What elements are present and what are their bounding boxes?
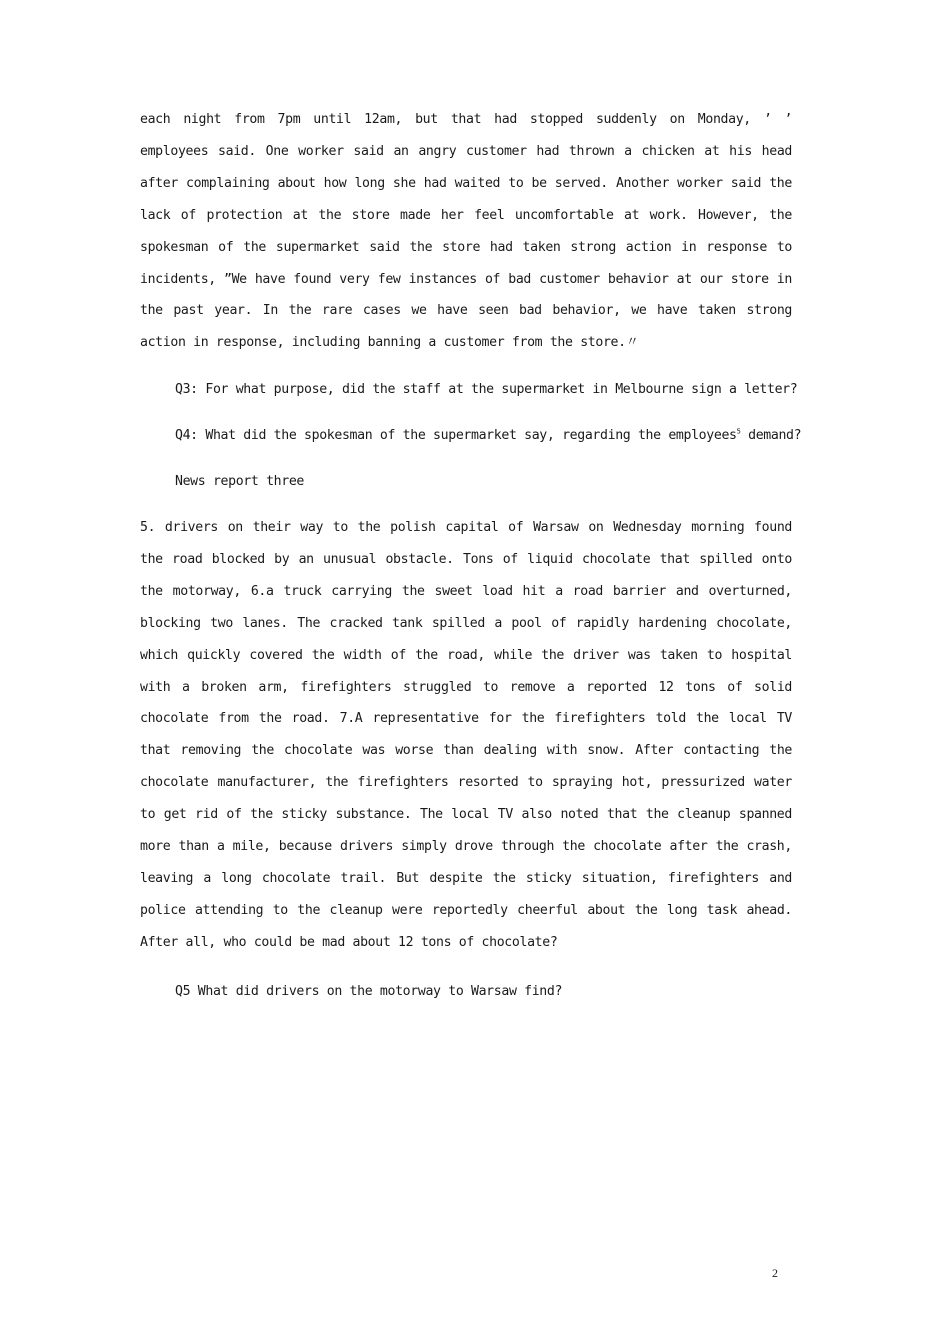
question-3: Q3: For what purpose, did the staff at the supermarket in Melbourne sign a letter? <box>175 382 798 397</box>
question-4 <box>175 426 802 446</box>
question-4-text: Q4: What did the spokesman of the supermarket say, regarding the employees <box>175 428 737 443</box>
question-4-superscript: 5 <box>736 427 741 436</box>
paragraph-news-report-two-continued: each night from 7pm until 12am, but that had stopped suddenly on Monday, ’ ’ employees said. One worker said an angry customer had thrown a chicken at his head after complaining about how long she had waited to be served. Another worker said the lack of protection at the store made her feel uncomfortable at work. However, the spokesman of the supermarket said the store had taken strong action in response to incidents, ”We have found very few instances of bad customer behavior at our store in the past year. In the rare cases we have seen bad behavior, we have taken strong action in response, including banning a customer from the store.〃 <box>140 112 792 351</box>
page-number: 2 <box>772 1266 778 1280</box>
question-5: Q5 What did drivers on the motorway to Warsaw find? <box>175 984 563 999</box>
paragraph-news-report-three: 5. drivers on their way to the polish capital of Warsaw on Wednesday morning found the road blocked by an unusual obstacle. Tons of liquid chocolate that spilled onto the motorway, 6.a truck carrying the sweet load hit a road barrier and overturned, blocking two lanes. The cracked tank spilled a pool of rapidly hardening chocolate, which quickly covered the width of the road, while the driver was taken to hospital with a broken arm, firefighters struggled to remove a reported 12 tons of solid chocolate from the road. 7.A representative for the firefighters told the local TV that removing the chocolate was worse than dealing with snow. After contacting the chocolate manufacturer, the firefighters resorted to spraying hot, pressurized water to get rid of the sticky substance. The local TV also noted that the cleanup spanned more than a mile, because drivers simply drove through the chocolate after the crash, leaving a long chocolate trail. But despite the sticky situation, firefighters and police attending to the cleanup were reportedly cheerful about the long task ahead. After all, who could be mad about 12 tons of chocolate? <box>140 520 792 950</box>
news-report-three-heading: News report three <box>175 474 305 489</box>
question-4-text-end: demand? <box>740 428 802 443</box>
